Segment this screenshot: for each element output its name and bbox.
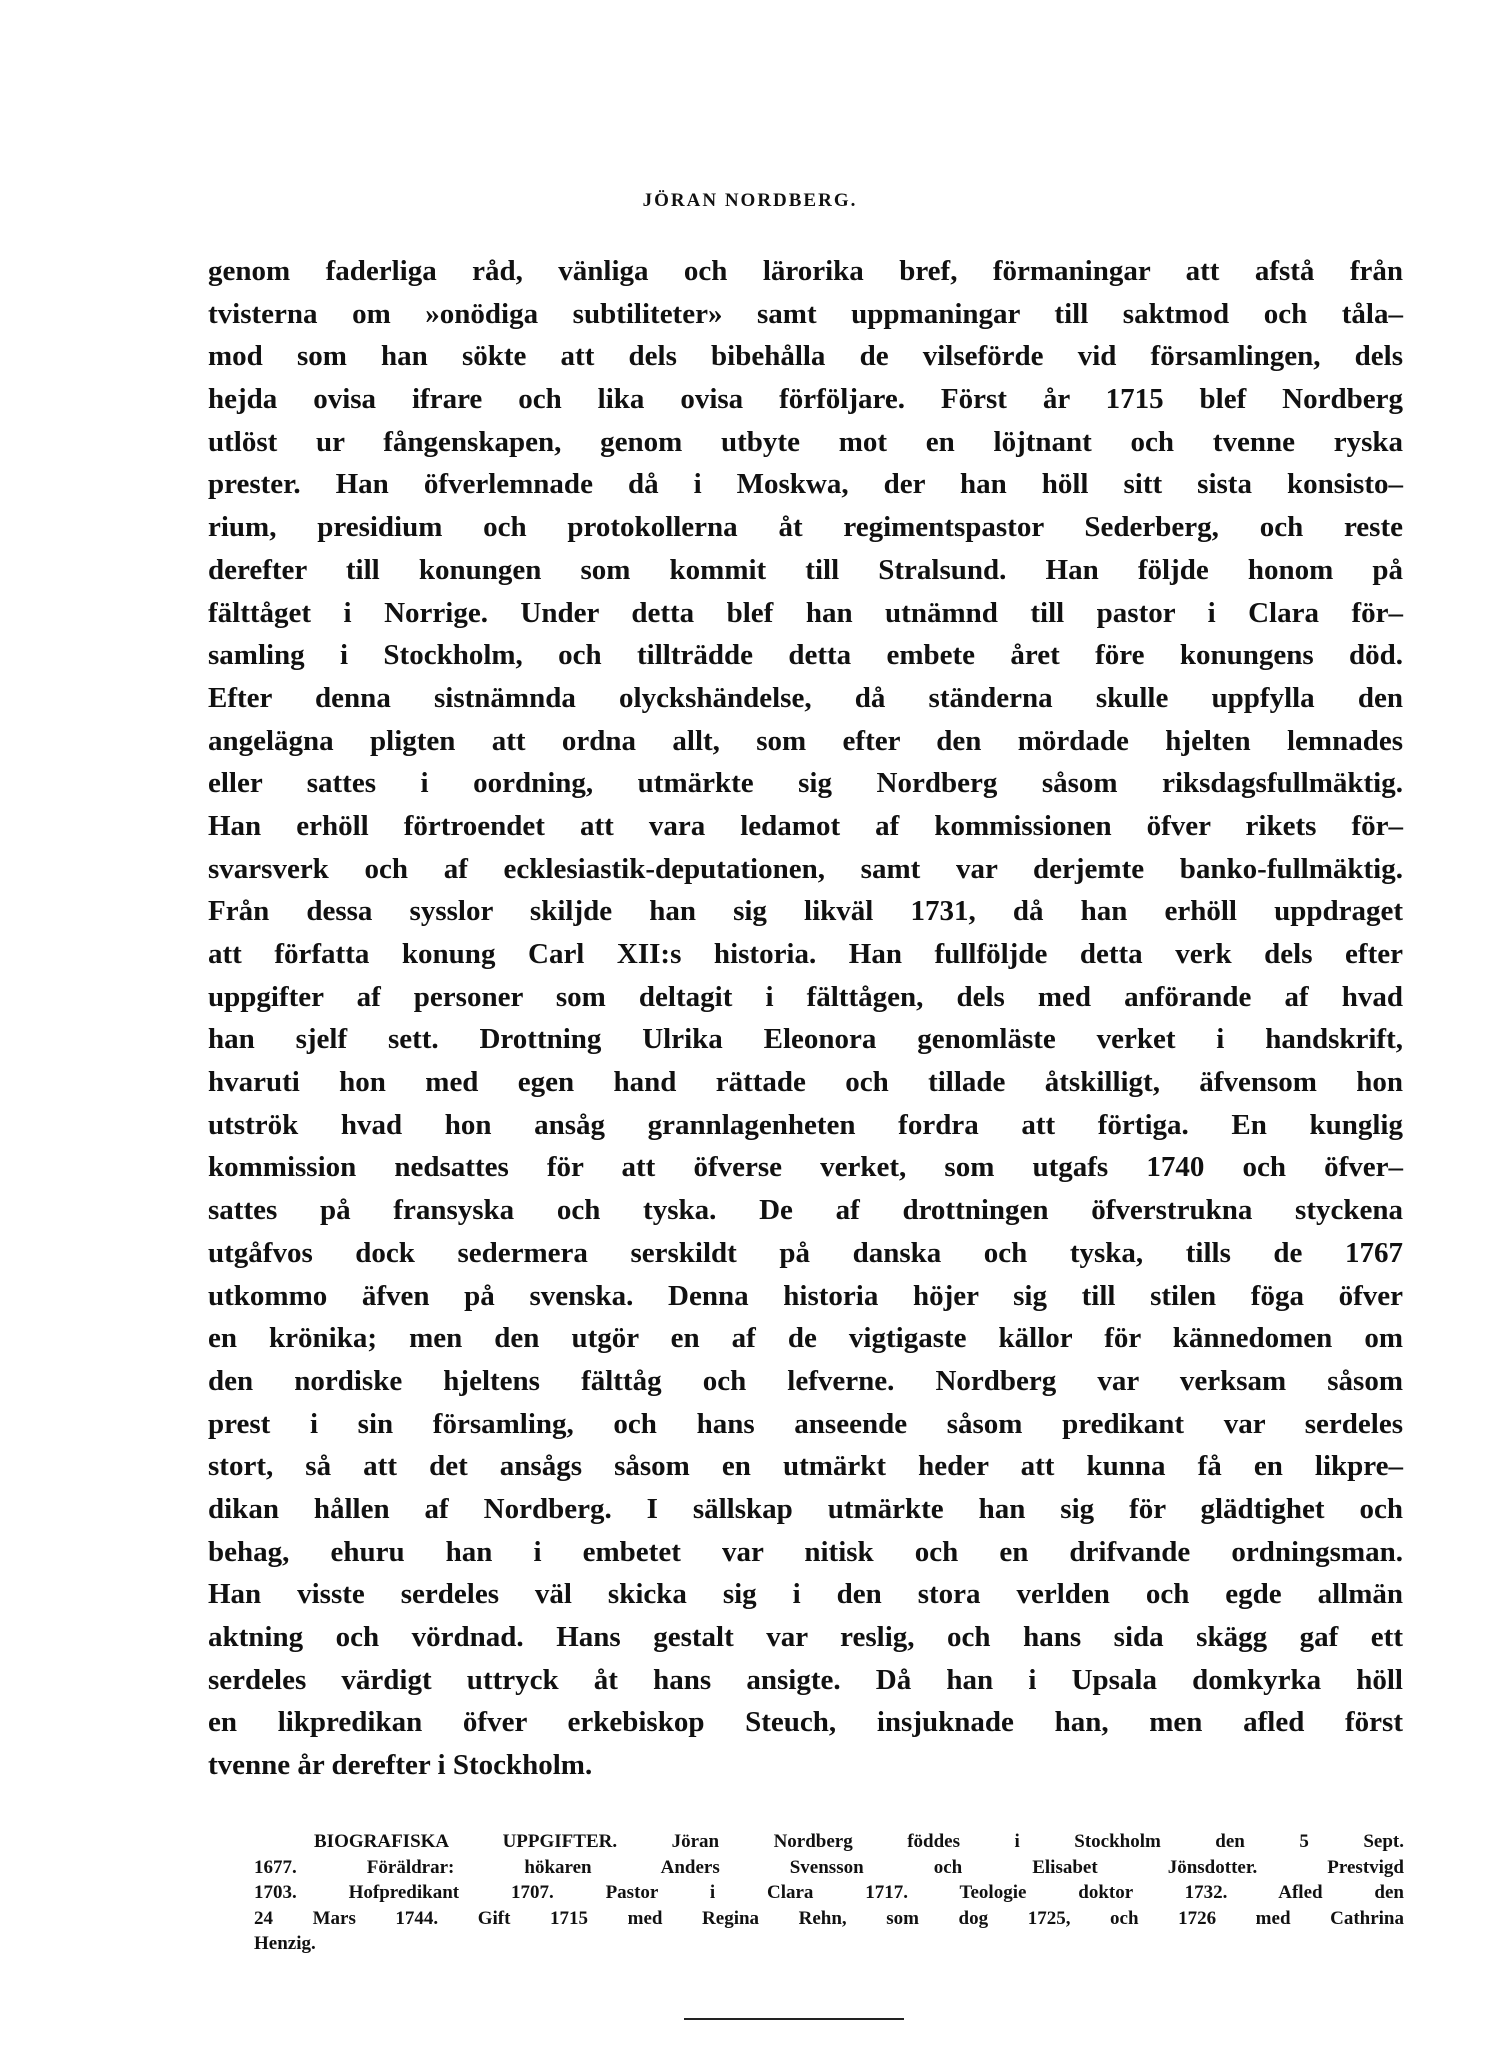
body-line: hvaruti hon med egen hand rättade och tillade åtskilligt, äfvensom hon <box>208 1066 1403 1099</box>
body-line: angelägna pligten att ordna allt, som efter den mördade hjelten lemnades <box>208 724 1403 757</box>
body-line: hejda ovisa ifrare och lika ovisa förföljare. Först år 1715 blef Nordberg <box>208 383 1403 416</box>
body-line: svarsverk och af ecklesiastik-deputationen, samt var derjemte banko-fullmäktig. <box>208 852 1403 885</box>
body-line: en krönika; men den utgör en af de vigtigaste källor för kännedomen om <box>208 1322 1403 1355</box>
notes-line: 24 Mars 1744. Gift 1715 med Regina Rehn, som dog 1725, och 1726 med Cathrina <box>254 1907 1404 1929</box>
body-line: mod som han sökte att dels bibehålla de vilseförde vid församlingen, dels <box>208 340 1403 373</box>
notes-line: Henzig. <box>254 1933 316 1954</box>
body-line: uppgifter af personer som deltagit i fälttågen, dels med anförande af hvad <box>208 980 1403 1013</box>
running-head: JÖRAN NORDBERG. <box>642 190 858 211</box>
body-line: tvenne år derefter i Stockholm. <box>208 1749 593 1782</box>
body-line: utströk hvad hon ansåg grannlagenheten fordra att förtiga. En kunglig <box>208 1108 1403 1141</box>
main-body-text <box>208 250 1403 1787</box>
body-line: stort, så att det ansågs såsom en utmärkt heder att kunna få en likpre– <box>208 1450 1403 1483</box>
closing-rule <box>684 2018 904 2020</box>
body-line: serdeles värdigt uttryck åt hans ansigte. Då han i Upsala domkyrka höll <box>208 1663 1403 1696</box>
body-line: Han visste serdeles väl skicka sig i den stora verlden och egde allmän <box>208 1578 1403 1611</box>
body-line: eller sattes i oordning, utmärkte sig Nordberg såsom riksdagsfullmäktig. <box>208 767 1403 800</box>
body-line: prest i sin församling, och hans anseende såsom predikant var serdeles <box>208 1407 1403 1440</box>
body-line: aktning och vördnad. Hans gestalt var reslig, och hans sida skägg gaf ett <box>208 1621 1403 1653</box>
body-line: derefter till konungen som kommit till Stralsund. Han följde honom på <box>208 553 1403 586</box>
body-line: samling i Stockholm, och tillträdde detta embete året före konungens död. <box>208 639 1403 672</box>
body-line: att författa konung Carl XII:s historia. Han fullföljde detta verk dels efter <box>208 938 1403 970</box>
notes-line: 1703. Hofpredikant 1707. Pastor i Clara 1717. Teologie doktor 1732. Afled den <box>254 1882 1404 1903</box>
body-line: utkommo äfven på svenska. Denna historia höjer sig till stilen föga öfver <box>208 1279 1403 1312</box>
notes-line: BIOGRAFISKA UPPGIFTER. Jöran Nordberg föddes i Stockholm den 5 Sept. <box>314 1831 1404 1852</box>
body-line: rium, presidium och protokollerna åt regimentspastor Sederberg, och reste <box>208 511 1403 544</box>
biographical-notes <box>254 1829 1404 1957</box>
body-line: utgåfvos dock sedermera serskildt på danska och tyska, tills de 1767 <box>208 1236 1403 1269</box>
body-line: Han erhöll förtroendet att vara ledamot af kommissionen öfver rikets för– <box>208 809 1403 842</box>
body-line: dikan hållen af Nordberg. I sällskap utmärkte han sig för glädtighet och <box>208 1492 1403 1525</box>
body-line: sattes på fransyska och tyska. De af drottningen öfverstrukna styckena <box>208 1194 1403 1227</box>
body-line: prester. Han öfverlemnade då i Moskwa, der han höll sitt sista konsisto– <box>208 468 1403 501</box>
notes-line: 1677. Föräldrar: hökaren Anders Svensson och Elisabet Jönsdotter. Prestvigd <box>254 1856 1404 1878</box>
body-line: han sjelf sett. Drottning Ulrika Eleonora genomläste verket i handskrift, <box>208 1023 1403 1056</box>
body-line: Från dessa sysslor skiljde han sig likväl 1731, då han erhöll uppdraget <box>208 895 1403 928</box>
body-line: kommission nedsattes för att öfverse verket, som utgafs 1740 och öfver– <box>208 1151 1403 1184</box>
body-line: en likpredikan öfver erkebiskop Steuch, insjuknade han, men afled först <box>208 1706 1403 1739</box>
body-line: tvisterna om »onödiga subtiliteter» samt uppmaningar till saktmod och tåla– <box>208 297 1403 330</box>
body-line: fälttåget i Norrige. Under detta blef han utnämnd till pastor i Clara för– <box>208 596 1403 629</box>
body-line: genom faderliga råd, vänliga och lärorika bref, förmaningar att afstå från <box>208 255 1403 287</box>
body-line: den nordiske hjeltens fälttåg och lefverne. Nordberg var verksam såsom <box>208 1364 1403 1397</box>
body-line: utlöst ur fångenskapen, genom utbyte mot en löjtnant och tvenne ryska <box>208 425 1403 458</box>
body-line: behag, ehuru han i embetet var nitisk och en drifvande ordningsman. <box>208 1535 1403 1568</box>
body-line: Efter denna sistnämnda olyckshändelse, då ständerna skulle uppfylla den <box>208 681 1403 714</box>
